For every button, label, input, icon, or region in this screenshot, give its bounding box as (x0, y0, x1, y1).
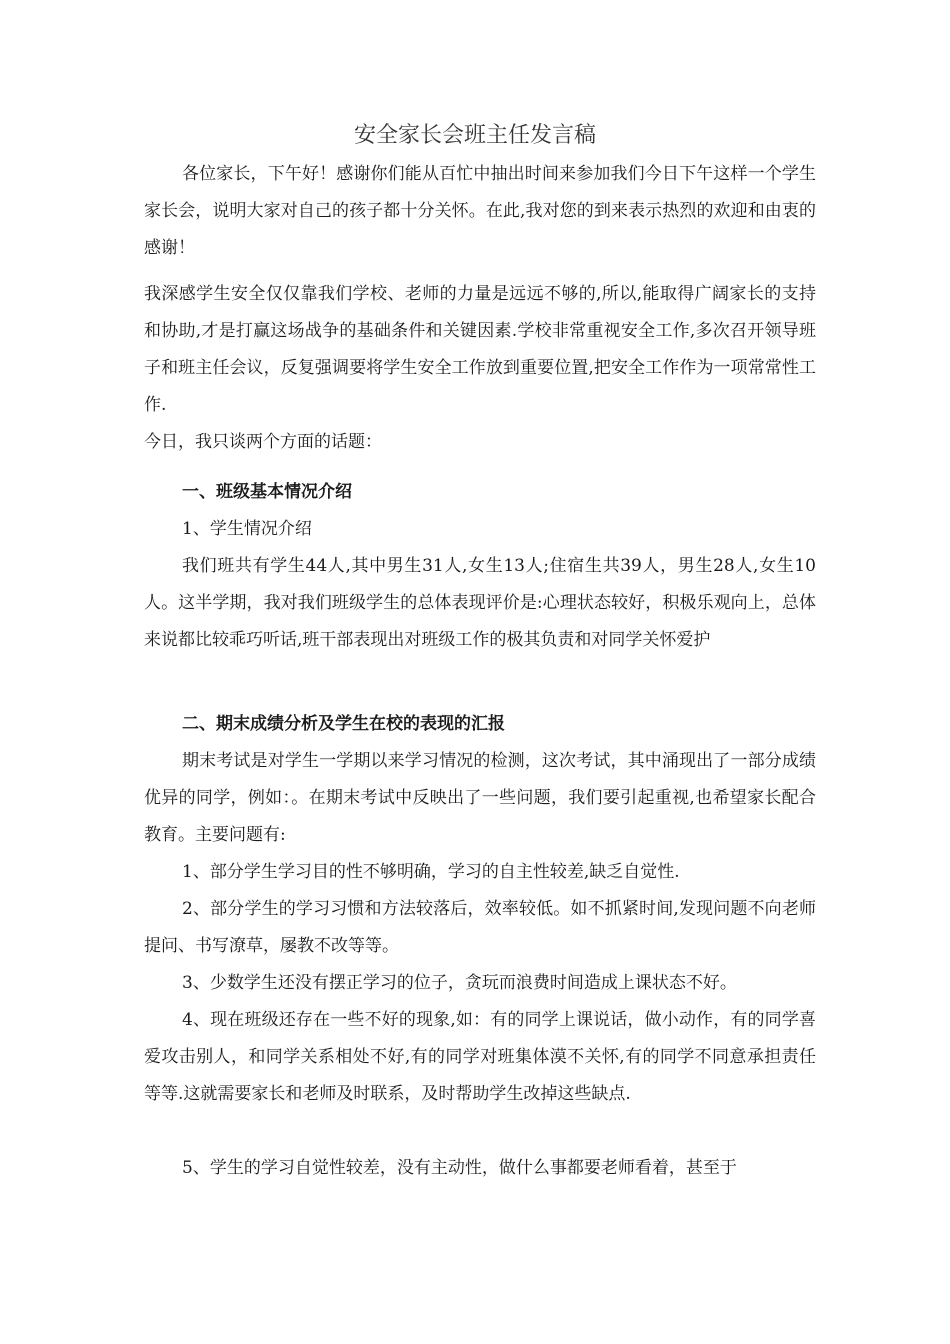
paragraph-safety: 我深感学生安全仅仅靠我们学校、老师的力量是远远不够的,所以,能取得广阔家长的支持和协助,才是打赢这场战争的基础条件和关键因素.学校非常重视安全工作,多次召开领导班子和班主任会议，反复强调要将学生安全工作放到重要位置,把安全工作作为一项常常性工作. (144, 284, 816, 415)
list-item-problem-4: 4、现在班级还存在一些不好的现象,如：有的同学上课说话，做小动作，有的同学喜爱攻击别人，和同学关系相处不好,有的同学对班集体漠不关怀,有的同学不同意承担责任等等.这就需要家长和老师及时联系，及时帮助学生改掉这些缺点. (144, 1010, 816, 1104)
list-item-problem-3: 3、少数学生还没有摆正学习的位子，贪玩而浪费时间造成上课状态不好。 (182, 973, 737, 993)
list-item-problem-5: 5、学生的学习自觉性较差，没有主动性，做什么事都要老师看着，甚至于 (182, 1158, 737, 1178)
paragraph-topics-intro: 今日，我只谈两个方面的话题： (144, 432, 382, 452)
paragraph-greeting: 各位家长，下午好！感谢你们能从百忙中抽出时间来参加我们今日下午这样一个学生家长会，说明大家对自己的孩子都十分关怀。在此,我对您的到来表示热烈的欢迎和由衷的感谢！ (144, 164, 816, 258)
document-title: 安全家长会班主任发言稿 (353, 123, 596, 148)
section-heading-1: 一、班级基本情况介绍 (182, 482, 352, 502)
list-item-problem-1: 1、部分学生学习目的性不够明确，学习的自主性较差,缺乏自觉性. (182, 862, 680, 882)
paragraph-exam-analysis: 期末考试是对学生一学期以来学习情况的检测，这次考试，其中涌现出了一部分成绩优异的同学，例如：。在期末考试中反映出了一些问题，我们要引起重视,也希望家长配合教育。主要问题有: (144, 751, 816, 845)
subheading-student-info: 1、学生情况介绍 (182, 519, 312, 539)
paragraph-class-stats: 我们班共有学生44人,其中男生31人,女生13人;住宿生共39人，男生28人,女生10人。这半学期，我对我们班级学生的总体表现评价是:心理状态较好，积极乐观向上，总体来说都比较乖巧听话,班干部表现出对班级工作的极其负责和对同学关怀爱护 (144, 556, 816, 650)
list-item-problem-2: 2、部分学生的学习习惯和方法较落后，效率较低。如不抓紧时间,发现问题不向老师提问、书写潦草，屡教不改等等。 (144, 899, 816, 956)
section-heading-2: 二、期末成绩分析及学生在校的表现的汇报 (182, 714, 505, 734)
